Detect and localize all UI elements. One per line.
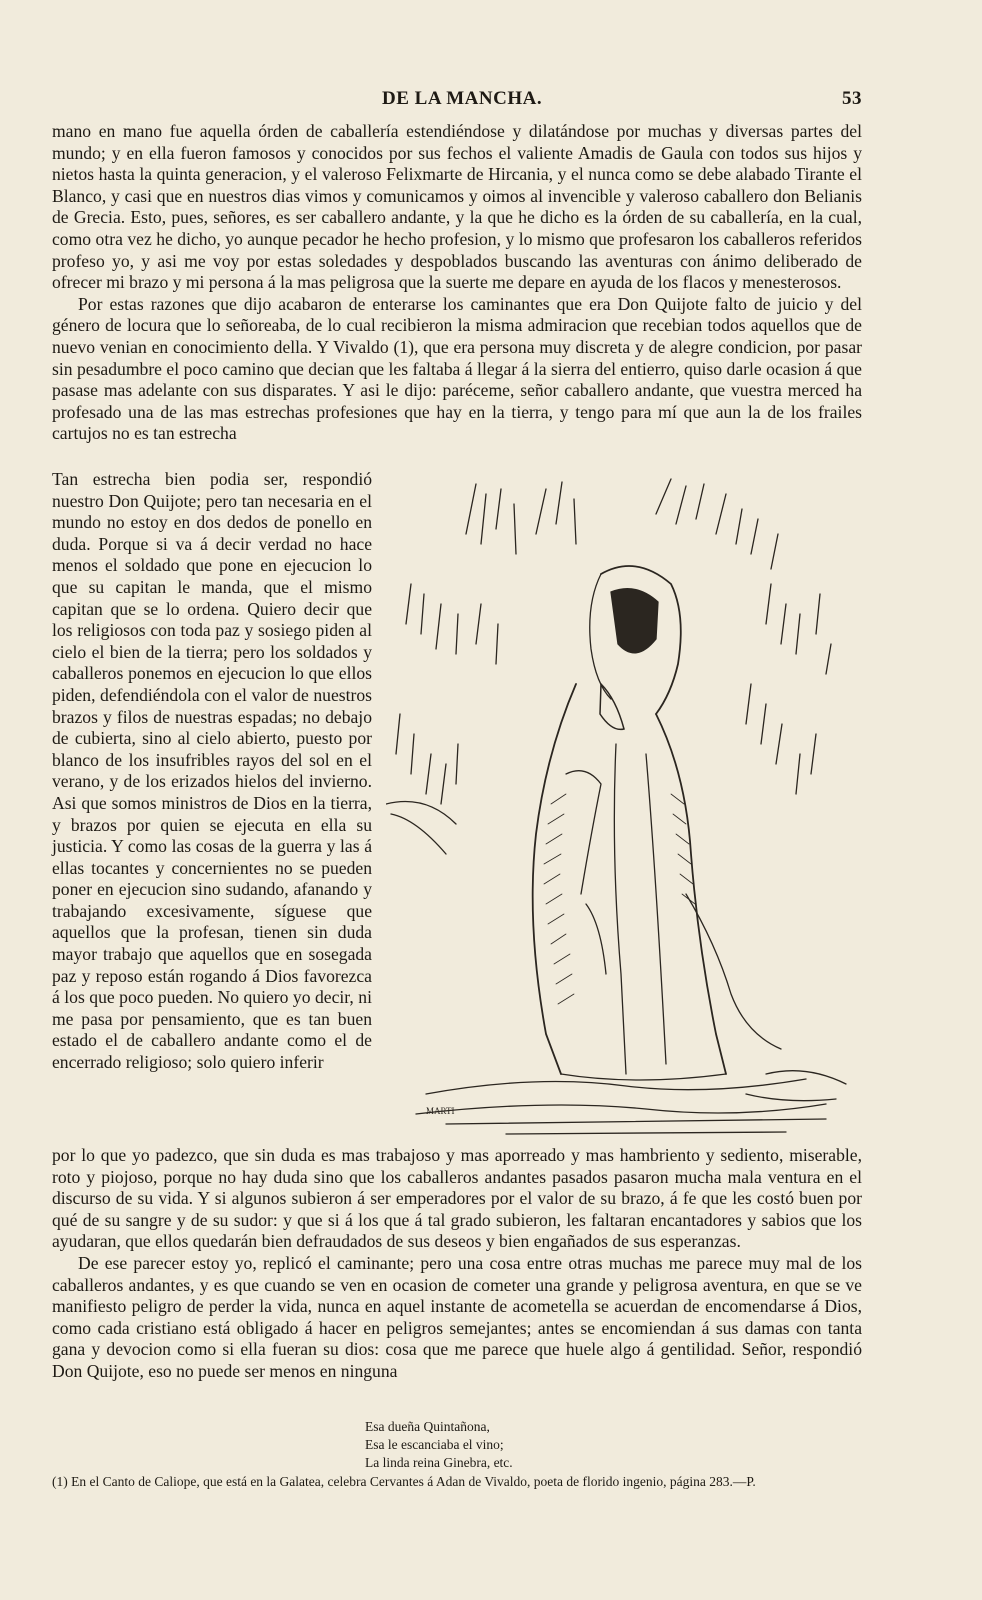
verse-line: Esa dueña Quintañona,	[365, 1419, 490, 1434]
paragraph-3-column: Tan estrecha bien podia ser, respondió nuestro Don Quijote; pero tan necesaria en el mundo no estoy en dos dedos de ponello en duda. Porque si va á decir verdad no hace menos el soldado que pone en ejecucion lo que su capitan le manda, que el mismo capitan que se lo ordena. Quiero decir que los religiosos con toda paz y sosiego piden al cielo el bien de la tierra; pero los soldados y caballeros ponemos en ejecucion lo que ellos piden, defendiéndola con el valor de nuestros brazos y filos de nuestras espadas; no debajo de cubierta, sino al cielo abierto, puesto por blanco de los insufribles rayos del sol en el verano, y de los erizados hielos del invierno. Asi que somos ministros de Dios en la tierra, y brazos por quien se ejecuta en ella su justicia. Y como las cosas de la guerra y las á ellas tocantes y concernientes no se pueden poner en ejecucion sino sudando, afanando y trabajando excesivamente, síguese que aquellos que la profesan, tienen sin duda mayor trabajo que aquellos que en sosegada paz y reposo están rogando á Dios favorezca á los que poco pueden. No quiero yo decir, ni me pasa por pensamiento, que es tan buen estado el de caballero andante como el de encerrado religioso; solo quiero inferir	[52, 469, 372, 1073]
paragraph-1: mano en mano fue aquella órden de caballería estendiéndose y dilatándose por muchas y diversas partes del mundo; y en ella fueron famosos y conocidos por sus fechos el valiente Amadis de Gaula con todos sus hijos y nietos hasta la quinta generacion, y el valeroso Felixmarte de Hircania, y el nunca como se debe alabado Tirante el Blanco, y casi que en nuestros dias vimos y comunicamos y oimos al invencible y valeroso caballero don Belianis de Grecia. Esto, pues, señores, es ser caballero andante, y la que he dicho es la órden de su caballería, en la cual, como otra vez he dicho, yo aunque pecador he hecho profesion, y lo mismo que profesaron los caballeros referidos profeso yo, y asi me voy por estas soledades y despoblados buscando las aventuras con ánimo deliberado de ofrecer mi brazo y mi persona á la mas peligrosa que la suerte me depare en ayuda de los flacos y menesterosos.	[52, 121, 862, 293]
verse-block	[365, 1418, 513, 1472]
page-number: 53	[842, 88, 862, 109]
running-head: DE LA MANCHA.	[382, 88, 543, 109]
paragraph-3-continuation: por lo que yo padezco, que sin duda es mas trabajoso y mas aporreado y mas hambriento y sediento, miserable, roto y piojoso, porque no hay duda sino que los caballeros andantes pasados pasaron mucha mala ventura en el discurso de su vida. Y si algunos subieron á ser emperadores por el valor de su brazo, á fe que les costó buen por qué de su sangre y de su sudor: y que si á los que á tal grado subieron, les faltaran encantadores y sabios que los ayudaran, que ellos quedarán bien defraudados de sus deseos y bien engañados de sus esperanzas.	[52, 1145, 862, 1252]
page-header	[52, 88, 862, 114]
paragraph-4: De ese parecer estoy yo, replicó el caminante; pero una cosa entre otras muchas me parece muy mal de los caballeros andantes, y es que cuando se ven en ocasion de cometer una grande y peligrosa aventura, en que se ve manifiesto peligro de perder la vida, nunca en aquel instante de acometella se acuerdan de encomendarse á Dios, como cada cristiano está obligado á hacer en peligros semejantes; antes se encomiendan á sus damas con tanta gana y devocion como si ella fueran su dios: cosa que me parece que huele algo á gentilidad. Señor, respondió Don Quijote, eso no puede ser menos en ninguna	[52, 1252, 862, 1381]
bottom-text-block	[52, 1145, 862, 1383]
illustration-signature: MARTI	[426, 1106, 455, 1116]
praying-friar-illustration	[386, 474, 856, 1142]
verse-line: La linda reina Ginebra, etc.	[365, 1455, 513, 1470]
column-text-block	[52, 469, 372, 1074]
paragraph-2: Por estas razones que dijo acabaron de enterarse los caminantes que era Don Quijote falto de juicio y del género de locura que lo señoreaba, de lo cual recibieron la misma admiracion que recebian todos aquellos que de nuevo venian en conocimiento della. Y Vivaldo (1), que era persona muy discreta y de alegre condicion, por pasar sin pesadumbre el poco camino que decian que les faltaba á llegar á la sierra del entierro, quiso darle ocasion á que pasase mas adelante con sus disparates. Y asi le dijo: paréceme, señor caballero andante, que vuestra merced ha profesado una de las mas estrechas profesiones que hay en la tierra, y tengo para mí que aun la de los frailes cartujos no es tan estrecha	[52, 293, 862, 444]
verse-line: Esa le escanciaba el vino;	[365, 1437, 504, 1452]
top-text-block	[52, 121, 862, 445]
footnote: (1) En el Canto de Caliope, que está en la Galatea, celebra Cervantes á Adan de Vivaldo, poeta de florido ingenio, página 283.—P.	[52, 1474, 756, 1489]
